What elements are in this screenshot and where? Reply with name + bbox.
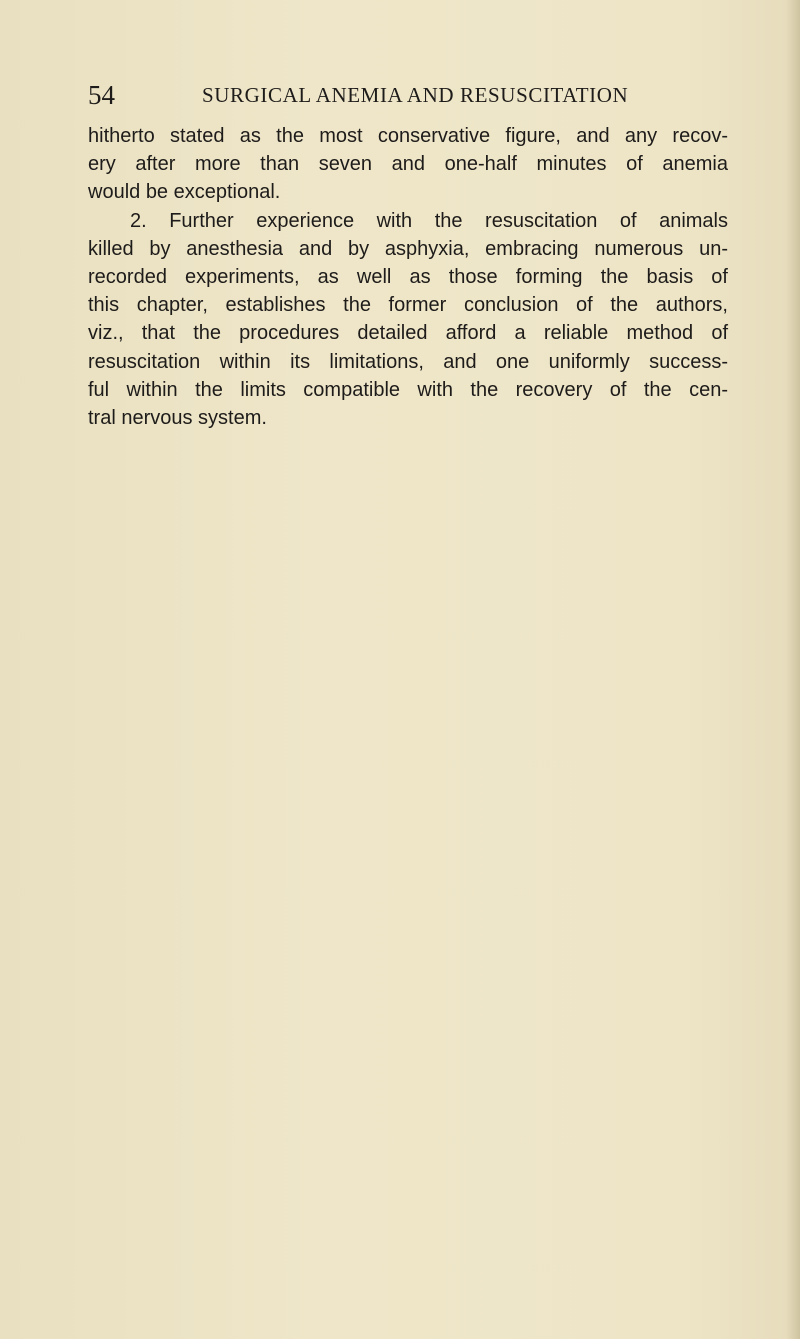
page-number: 54 — [88, 80, 115, 110]
running-head: SURGICAL ANEMIA AND RESUSCITATION — [202, 83, 629, 107]
text-line: viz., that the procedures detailed afford a reliable method of — [88, 322, 728, 345]
text-line: tral nervous system. — [88, 407, 267, 430]
text-line: recorded experiments, as well as those forming the basis of — [88, 266, 728, 289]
text-line: this chapter, establishes the former conclusion of the authors, — [88, 294, 728, 317]
text-line: resuscitation within its limitations, and one uniformly success- — [88, 350, 728, 373]
text-line: ful within the limits compatible with the recovery of the cen- — [88, 378, 728, 401]
text-line: would be exceptional. — [88, 181, 281, 204]
text-line: killed by anesthesia and by asphyxia, embracing numerous un- — [88, 237, 728, 260]
page-edge-shadow — [786, 0, 800, 1339]
page-header — [88, 78, 748, 112]
text-line: ery after more than seven and one-half minutes of anemia — [88, 153, 728, 176]
text-line: hitherto stated as the most conservative figure, and any recov- — [88, 125, 728, 147]
body-text — [88, 122, 728, 432]
text-line: 2. Further experience with the resuscitation of animals — [130, 209, 728, 232]
